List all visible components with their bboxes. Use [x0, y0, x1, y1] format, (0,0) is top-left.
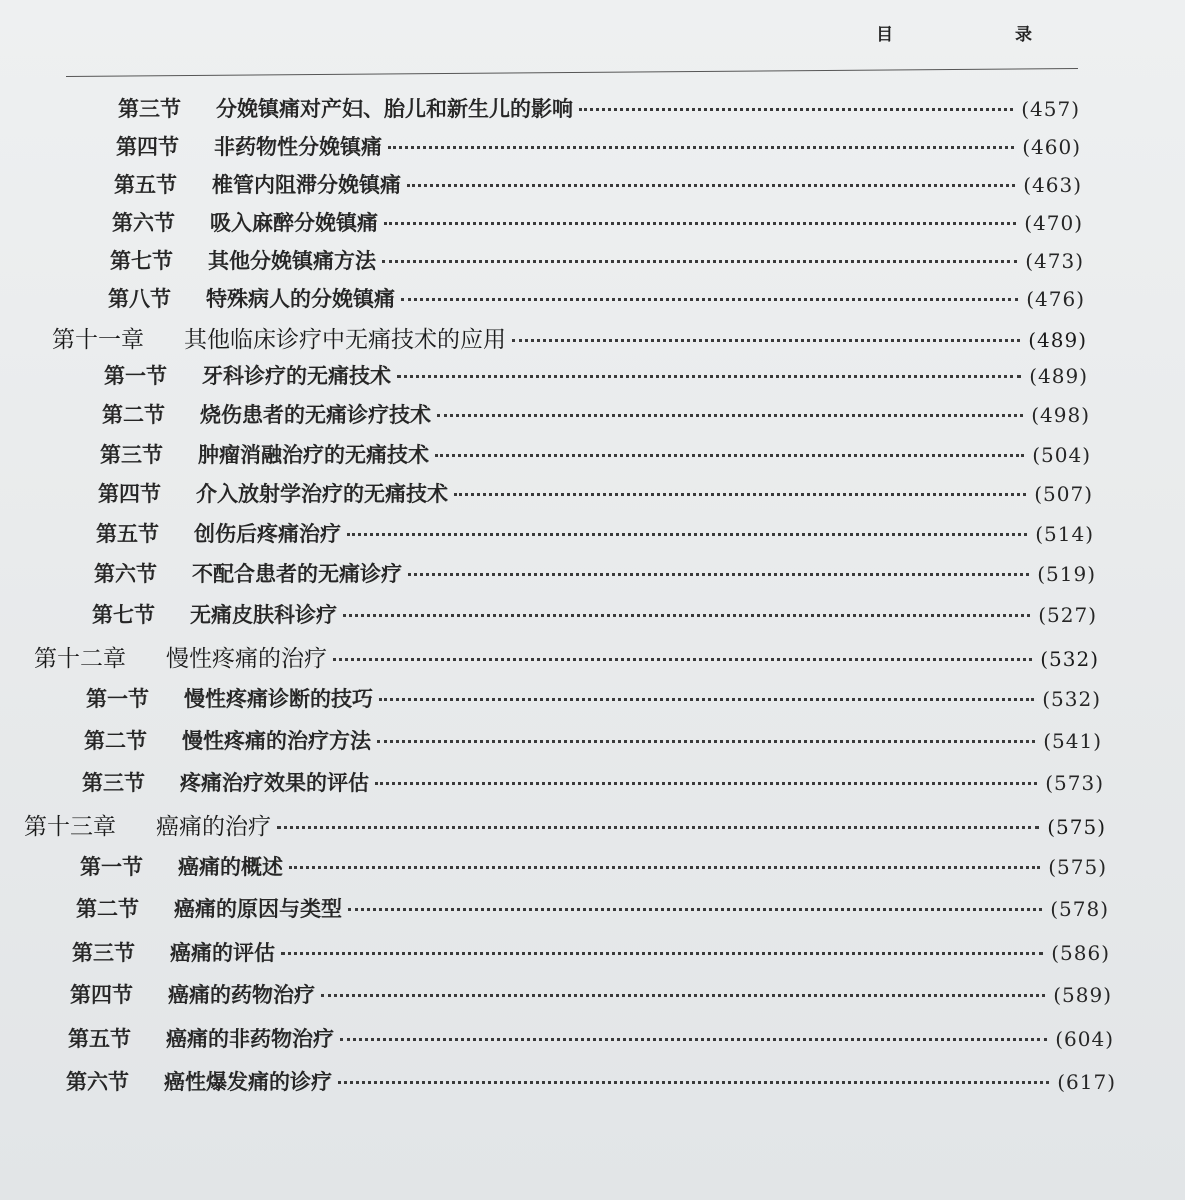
dot-leader	[340, 1038, 1047, 1041]
section-number: 第二节	[102, 402, 165, 427]
dot-leader	[281, 952, 1043, 955]
dot-leader	[379, 698, 1034, 701]
page-number: (589)	[1053, 983, 1112, 1007]
dot-leader	[401, 298, 1018, 301]
chapter-number: 第十一章	[52, 327, 144, 353]
section-number: 第四节	[70, 982, 133, 1007]
toc-section-row	[68, 1023, 1114, 1053]
section-number: 第一节	[86, 686, 149, 711]
section-title: 介入放射学治疗的无痛技术	[196, 481, 448, 506]
page-number: (532)	[1040, 647, 1099, 671]
dot-leader	[435, 454, 1024, 457]
section-number: 第六节	[66, 1069, 129, 1094]
section-number: 第八节	[108, 286, 171, 311]
toc-chapter-row	[52, 321, 1087, 354]
toc-section-row	[94, 558, 1096, 588]
section-title: 特殊病人的分娩镇痛	[206, 286, 395, 311]
section-title: 无痛皮肤科诊疗	[190, 602, 337, 627]
page-number: (504)	[1032, 443, 1091, 467]
page-number: (476)	[1026, 287, 1085, 311]
toc-section-row	[92, 599, 1097, 629]
toc-section-row	[84, 725, 1102, 755]
page-number: (575)	[1047, 815, 1106, 839]
toc-section-row	[114, 169, 1082, 199]
page-number: (578)	[1050, 897, 1109, 921]
section-number: 第一节	[80, 854, 143, 879]
toc-section-row	[110, 245, 1084, 275]
dot-leader	[407, 184, 1015, 187]
dot-leader	[375, 782, 1037, 785]
chapter-title: 其他临床诊疗中无痛技术的应用	[184, 327, 506, 353]
page-number: (586)	[1051, 941, 1110, 965]
section-title: 其他分娩镇痛方法	[208, 248, 376, 273]
chapter-number: 第十二章	[34, 646, 126, 672]
page-number: (498)	[1031, 403, 1090, 427]
toc-section-row	[102, 399, 1090, 429]
toc-chapter-row	[24, 808, 1106, 841]
page-number: (573)	[1045, 771, 1104, 795]
section-title: 疼痛治疗效果的评估	[180, 770, 369, 795]
page-number: (489)	[1029, 364, 1088, 388]
page-number: (541)	[1043, 729, 1102, 753]
section-number: 第一节	[104, 363, 167, 388]
section-number: 第三节	[118, 96, 181, 121]
section-number: 第六节	[112, 210, 175, 235]
dot-leader	[333, 658, 1032, 661]
toc-section-row	[86, 683, 1101, 713]
section-number: 第二节	[84, 728, 147, 753]
section-title: 癌痛的概述	[178, 854, 283, 879]
section-title: 慢性疼痛的治疗方法	[182, 728, 371, 753]
dot-leader	[437, 414, 1023, 417]
page-number: (489)	[1028, 328, 1087, 352]
section-number: 第四节	[98, 481, 161, 506]
section-number: 第四节	[116, 134, 179, 159]
section-number: 第七节	[92, 602, 155, 627]
toc-section-row	[116, 131, 1081, 161]
section-title: 分娩镇痛对产妇、胎儿和新生儿的影响	[216, 96, 573, 121]
section-title: 牙科诊疗的无痛技术	[202, 363, 391, 388]
chapter-number: 第十三章	[24, 814, 116, 840]
toc-section-row	[66, 1066, 1116, 1096]
section-number: 第五节	[96, 521, 159, 546]
section-title: 椎管内阻滞分娩镇痛	[212, 172, 401, 197]
dot-leader	[384, 222, 1016, 225]
chapter-title: 慢性疼痛的治疗	[166, 646, 327, 672]
section-title: 创伤后疼痛治疗	[194, 521, 341, 546]
dot-leader	[348, 908, 1042, 911]
section-number: 第五节	[68, 1026, 131, 1051]
section-number: 第三节	[100, 442, 163, 467]
dot-leader	[343, 614, 1030, 617]
section-number: 第七节	[110, 248, 173, 273]
section-title: 非药物性分娩镇痛	[214, 134, 382, 159]
section-title: 癌痛的评估	[170, 940, 275, 965]
section-title: 烧伤患者的无痛诊疗技术	[200, 402, 431, 427]
section-title: 肿瘤消融治疗的无痛技术	[198, 442, 429, 467]
page-number: (460)	[1022, 135, 1081, 159]
section-number: 第三节	[82, 770, 145, 795]
page-number: (527)	[1038, 603, 1097, 627]
section-number: 第三节	[72, 940, 135, 965]
toc-chapter-row	[34, 640, 1099, 673]
dot-leader	[579, 108, 1013, 111]
dot-leader	[397, 375, 1021, 378]
toc-section-row	[112, 207, 1083, 237]
section-number: 第五节	[114, 172, 177, 197]
dot-leader	[347, 533, 1027, 536]
toc-section-row	[104, 360, 1088, 390]
toc-section-row	[100, 439, 1091, 469]
toc-section-row	[98, 478, 1093, 508]
page-number: (514)	[1035, 522, 1094, 546]
dot-leader	[388, 146, 1014, 149]
toc-section-row	[108, 283, 1085, 313]
dot-leader	[382, 260, 1017, 263]
dot-leader	[377, 740, 1035, 743]
toc-section-row	[118, 93, 1080, 123]
section-number: 第二节	[76, 896, 139, 921]
section-title: 癌痛的药物治疗	[168, 982, 315, 1007]
section-title: 癌性爆发痛的诊疗	[164, 1069, 332, 1094]
dot-leader	[512, 339, 1020, 342]
dot-leader	[408, 573, 1029, 576]
toc-section-row	[96, 518, 1094, 548]
page-number: (604)	[1055, 1027, 1114, 1051]
section-number: 第六节	[94, 561, 157, 586]
running-header: 目 录	[876, 25, 1090, 45]
page-number: (507)	[1034, 482, 1093, 506]
dot-leader	[277, 826, 1039, 829]
page-number: (532)	[1042, 687, 1101, 711]
section-title: 癌痛的原因与类型	[174, 896, 342, 921]
toc-section-row	[72, 937, 1110, 967]
chapter-title: 癌痛的治疗	[156, 814, 271, 840]
dot-leader	[289, 866, 1040, 869]
page-number: (575)	[1048, 855, 1107, 879]
dot-leader	[338, 1081, 1049, 1084]
page-number: (470)	[1024, 211, 1083, 235]
section-title: 吸入麻醉分娩镇痛	[210, 210, 378, 235]
page-number: (457)	[1021, 97, 1080, 121]
dot-leader	[454, 493, 1026, 496]
toc-section-row	[80, 851, 1107, 881]
toc-section-row	[70, 979, 1112, 1009]
dot-leader	[321, 994, 1045, 997]
page-number: (463)	[1023, 173, 1082, 197]
section-title: 不配合患者的无痛诊疗	[192, 561, 402, 586]
section-title: 慢性疼痛诊断的技巧	[184, 686, 373, 711]
toc-section-row	[76, 893, 1109, 923]
toc-section-row	[82, 767, 1104, 797]
page-number: (473)	[1025, 249, 1084, 273]
page-number: (519)	[1037, 562, 1096, 586]
section-title: 癌痛的非药物治疗	[166, 1026, 334, 1051]
page-number: (617)	[1057, 1070, 1116, 1094]
